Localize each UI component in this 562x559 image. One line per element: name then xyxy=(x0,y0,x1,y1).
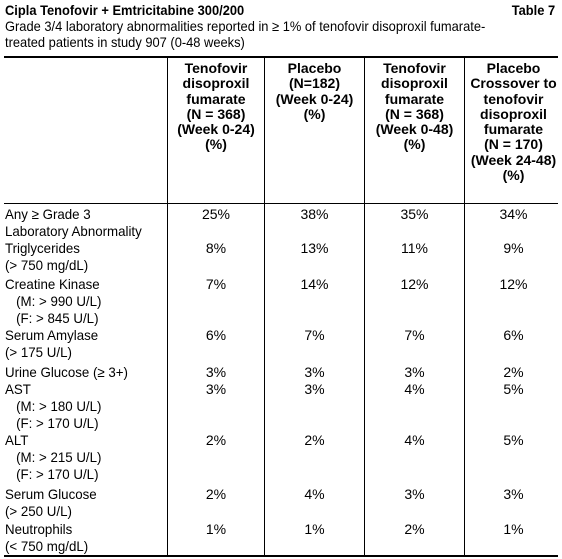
table-cell: 5% xyxy=(503,432,524,448)
table-cell: 13% xyxy=(300,240,329,256)
table-cell: 2% xyxy=(205,432,227,448)
table-cell: 6% xyxy=(503,327,524,343)
table-cell: 11% xyxy=(401,240,428,256)
table-cell: 5% xyxy=(503,381,524,397)
table-cell: 4% xyxy=(404,381,425,397)
document-title: Cipla Tenofovir + Emtricitabine 300/200 xyxy=(5,2,245,18)
table-cell: 7% xyxy=(304,327,325,343)
table-cell: 2% xyxy=(503,364,524,380)
row-label: Serum Glucose (> 250 U/L) xyxy=(5,486,97,519)
table-cell: 9% xyxy=(503,240,524,256)
table-cell: 2% xyxy=(304,432,325,448)
row-label: AST (M: > 180 U/L) (F: > 170 U/L) xyxy=(5,381,102,431)
row-label: Serum Amylase (> 175 U/L) xyxy=(5,327,99,360)
column-header-placebo-week-0-24: Placebo (N=182) (Week 0-24) (%) xyxy=(275,60,354,122)
table-cell: 3% xyxy=(205,364,227,380)
row-label: ALT (M: > 215 U/L) (F: > 170 U/L) xyxy=(5,432,102,482)
column-header-tdf-week-0-48: Tenofovir disoproxil fumarate (N = 368) (Week 0-48) (%) xyxy=(375,60,454,153)
table-cell: 34% xyxy=(499,206,528,222)
table-cell: 7% xyxy=(205,276,227,292)
table-cell: 2% xyxy=(404,521,425,537)
row-label: Creatine Kinase (M: > 990 U/L) (F: > 845 U/L) xyxy=(5,276,102,326)
column-header-placebo-crossover: Placebo Crossover to tenofovir disoproxil fumarate (N = 170) (Week 24-48) (%) xyxy=(470,60,557,184)
table-cell: 3% xyxy=(304,381,325,397)
table-number: Table 7 xyxy=(511,2,556,18)
row-label: Any ≥ Grade 3 Laboratory Abnormality xyxy=(5,206,142,239)
table-cell: 2% xyxy=(205,486,227,502)
table-cell: 3% xyxy=(304,364,325,380)
row-label: Triglycerides (> 750 mg/dL) xyxy=(5,240,89,273)
table-cell: 3% xyxy=(404,364,425,380)
table-bottom-rule xyxy=(4,555,558,557)
table-cell: 3% xyxy=(404,486,425,502)
table-cell: 38% xyxy=(300,206,329,222)
row-label: Neutrophils (< 750 mg/dL) xyxy=(5,521,89,554)
header-divider xyxy=(4,203,558,204)
table-top-rule xyxy=(4,56,558,58)
table-cell: 35% xyxy=(400,206,429,222)
table-cell: 1% xyxy=(304,521,325,537)
table-caption-line-1: Grade 3/4 laboratory abnormalities reported in ≥ 1% of tenofovir disoproxil fumarate- xyxy=(5,18,486,34)
table-caption-line-2: treated patients in study 907 (0-48 weeks) xyxy=(5,34,245,50)
title-row xyxy=(5,2,555,18)
table-cell: 12% xyxy=(400,276,429,292)
table-cell: 7% xyxy=(404,327,425,343)
table-cell: 4% xyxy=(304,486,325,502)
table-cell: 1% xyxy=(503,521,524,537)
table-cell: 8% xyxy=(205,240,227,256)
table-cell: 6% xyxy=(205,327,227,343)
table-cell: 3% xyxy=(503,486,524,502)
table-cell: 12% xyxy=(499,276,528,292)
row-label: Urine Glucose (≥ 3+) xyxy=(5,364,128,380)
table-cell: 25% xyxy=(201,206,231,222)
table-cell: 14% xyxy=(300,276,329,292)
table-header xyxy=(5,2,555,50)
column-divider xyxy=(264,57,265,555)
table-cell: 4% xyxy=(404,432,425,448)
column-header-tdf-week-0-24: Tenofovir disoproxil fumarate (N = 368) (Week 0-24) (%) xyxy=(177,60,255,153)
table-cell: 3% xyxy=(205,381,227,397)
table-cell: 1% xyxy=(205,521,227,537)
